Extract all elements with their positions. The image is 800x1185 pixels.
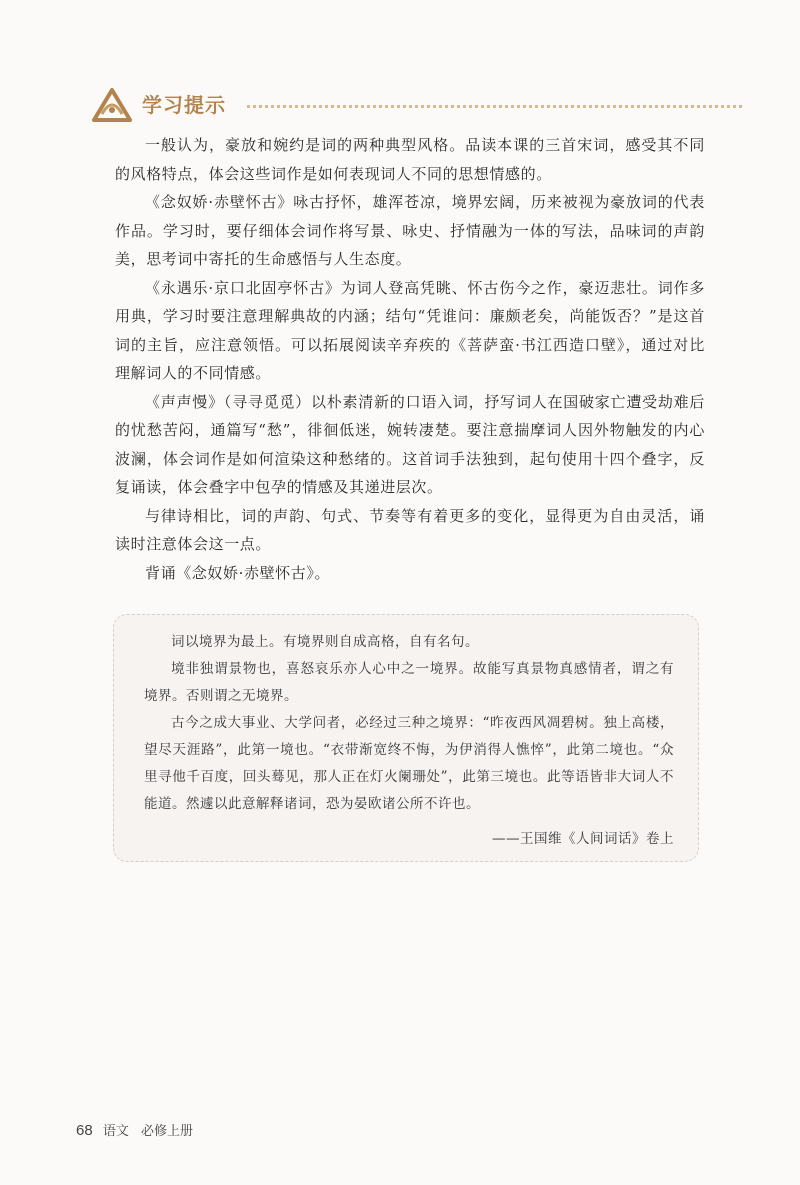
- section-header: [92, 88, 742, 124]
- quote-text: [144, 629, 674, 818]
- learning-tips-body: [115, 131, 705, 587]
- quote-box: [113, 614, 699, 862]
- paragraph: 一般认为，豪放和婉约是词的两种典型风格。品读本课的三首宋词，感受其不同的风格特点，体会这些词作是如何表现词人不同的思想情感的。: [115, 136, 705, 183]
- header-dotted-divider: [247, 105, 742, 108]
- quote-paragraph: 古今之成大事业、大学问者，必经过三种之境界：“昨夜西风凋碧树。独上高楼，望尽天涯路”，此第一境也。“衣带渐宽终不悔，为伊消得人憔悴”，此第二境也。“众里寻他千百度，回头蓦见，那人正在灯火阑珊处”，此第三境也。此等语皆非大词人不能道。然遽以此意解释诸词，恐为晏欧诸公所不许也。: [144, 715, 674, 812]
- quote-paragraph: 词以境界为最上。有境界则自成高格，自有名句。: [171, 634, 479, 650]
- triangle-logo-icon: [92, 88, 132, 122]
- paragraph: 《永遇乐·京口北固亭怀古》为词人登高凭眺、怀古伤今之作，豪迈悲壮。词作多用典，学习时要注意理解典故的内涵；结句“凭谁问：廉颇老矣，尚能饭否？”是这首词的主旨，应注意领悟。可以拓展阅读辛弃疾的《菩萨蛮·书江西造口壁》，通过对比理解词人的不同情感。: [115, 278, 705, 382]
- quote-source: ——王国维《人间词话》卷上: [492, 831, 674, 847]
- quote-paragraph: 境非独谓景物也，喜怒哀乐亦人心中之一境界。故能写真景物真感情者，谓之有境界。否则谓之无境界。: [144, 661, 674, 704]
- page-footer: [76, 1120, 193, 1139]
- paragraph: 与律诗相比，词的声韵、句式、节奏等有着更多的变化，显得更为自由灵活，诵读时注意体会这一点。: [115, 506, 705, 553]
- section-title: 学习提示: [142, 93, 226, 117]
- volume-label: 必修上册: [140, 1124, 193, 1139]
- paragraph: 《念奴娇·赤壁怀古》咏古抒怀，雄浑苍凉，境界宏阔，历来被视为豪放词的代表作品。学习时，要仔细体会词作将写景、咏史、抒情融为一体的写法，品味词的声韵美，思考词中寄托的生命感悟与人生态度。: [115, 193, 705, 268]
- subject-label: 语文: [102, 1124, 129, 1139]
- paragraph: 背诵《念奴娇·赤壁怀古》。: [145, 563, 331, 582]
- paragraph: 《声声慢》（寻寻觅觅）以朴素清新的口语入词，抒写词人在国破家亡遭受劫难后的忧愁苦闷，通篇写“愁”，徘徊低迷，婉转凄楚。要注意揣摩词人因外物触发的内心波澜，体会词作是如何渲染这种愁绪的。这首词手法独到，起句使用十四个叠字，反复诵读，体会叠字中包孕的情感及其递进层次。: [115, 392, 705, 496]
- page-number: 68: [76, 1122, 93, 1139]
